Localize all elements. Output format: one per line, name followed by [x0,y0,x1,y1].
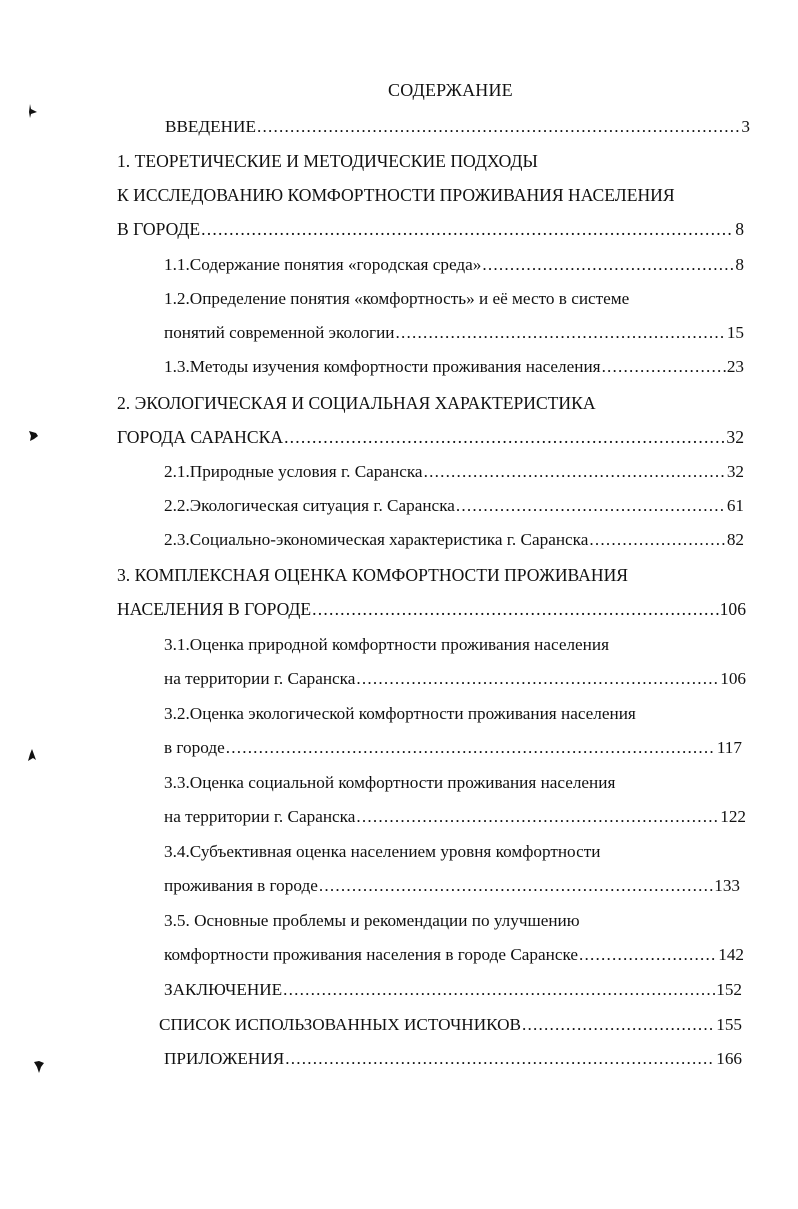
leader-dots [579,944,717,966]
toc-section-1-3 [164,356,744,378]
toc-entry-text: В ГОРОДЕ [117,219,201,239]
scan-artifact-icon [33,1059,45,1075]
scan-artifact-icon [27,103,39,119]
toc-entry-text: проживания в городе [164,876,318,895]
toc-entry-text: ГОРОДА САРАНСКА [117,427,284,447]
toc-entry-text: ПРИЛОЖЕНИЯ [164,1049,285,1068]
toc-page-number: 106 [720,669,746,688]
toc-entry-text: 2.1.Природные условия г. Саранска [164,462,423,481]
toc-page-number: 3 [741,117,750,136]
toc-page-number: 23 [726,357,744,376]
toc-page-number: 32 [726,427,744,447]
toc-page-number: 155 [716,1015,742,1034]
toc-page-number: 152 [716,980,742,999]
toc-entry-appendix [164,1048,742,1070]
toc-entry-text: в городе [164,738,225,757]
leader-dots [522,1014,715,1036]
toc-section-1-2-line-1: 1.2.Определение понятия «комфортность» и её место в системе [164,289,630,308]
leader-dots [456,495,726,517]
leader-dots [284,426,725,448]
toc-entry-text: на территории г. Саранска [164,807,356,826]
leader-dots [257,116,740,138]
leader-dots [356,806,719,828]
toc-chapter-3-line-2 [117,598,746,620]
toc-page-number: 166 [716,1049,742,1068]
toc-entry-text: комфортности проживания населения в городе Саранске [164,945,579,964]
toc-section-3-1-line-1: 3.1.Оценка природной комфортности проживания населения [164,635,609,654]
leader-dots [283,979,715,1001]
leader-dots [356,668,719,690]
toc-entry-text: НАСЕЛЕНИЯ В ГОРОДЕ [117,599,312,619]
scan-artifact-icon [26,747,38,763]
toc-chapter-1-line-2: К ИССЛЕДОВАНИЮ КОМФОРТНОСТИ ПРОЖИВАНИЯ НАСЕЛЕНИЯ [117,185,675,205]
toc-section-2-2 [164,495,744,517]
toc-page-number: 8 [735,255,744,274]
toc-entry-text: на территории г. Саранска [164,669,356,688]
toc-page-number: 15 [726,323,744,342]
scan-artifact-icon [27,428,39,444]
toc-section-3-2-line-1: 3.2.Оценка экологической комфортности проживания населения [164,704,636,723]
leader-dots [226,737,716,759]
toc-chapter-2-line-1: 2. ЭКОЛОГИЧЕСКАЯ И СОЦИАЛЬНАЯ ХАРАКТЕРИСТИКА [117,393,596,413]
toc-chapter-1-line-1: 1. ТЕОРЕТИЧЕСКИЕ И МЕТОДИЧЕСКИЕ ПОДХОДЫ [117,151,538,171]
leader-dots [285,1048,715,1070]
leader-dots [312,598,718,620]
toc-entry-text: 1.1.Содержание понятия «городская среда» [164,255,482,274]
toc-section-3-5-line-2 [164,944,744,966]
leader-dots [424,461,726,483]
toc-section-2-3 [164,529,744,551]
toc-section-1-2-line-2 [164,322,744,344]
toc-page-number: 61 [726,496,744,515]
toc-chapter-3-line-1: 3. КОМПЛЕКСНАЯ ОЦЕНКА КОМФОРТНОСТИ ПРОЖИВАНИЯ [117,565,629,585]
toc-entry-text: ЗАКЛЮЧЕНИЕ [164,980,283,999]
toc-page-number: 82 [726,530,744,549]
leader-dots [482,254,734,276]
toc-entry-text: 2.2.Экологическая ситуация г. Саранска [164,496,455,515]
leader-dots [589,529,725,551]
toc-entry-text: ВВЕДЕНИЕ [165,117,256,136]
leader-dots [319,875,713,897]
toc-section-1-1 [164,254,744,276]
toc-chapter-2-line-2 [117,426,744,448]
leader-dots [201,218,734,240]
toc-entry-text: СПИСОК ИСПОЛЬЗОВАННЫХ ИСТОЧНИКОВ [159,1015,522,1034]
toc-entry-text: 1.3.Методы изучения комфортности проживания населения [164,357,601,376]
toc-section-3-1-line-2 [164,668,746,690]
toc-entry-sources [159,1014,742,1036]
page-title: СОДЕРЖАНИЕ [388,80,513,100]
toc-entry-text: 2.3.Социально-экономическая характеристика г. Саранска [164,530,589,549]
toc-section-2-1 [164,461,744,483]
toc-section-3-3-line-2 [164,806,746,828]
toc-page-number: 142 [718,945,744,964]
toc-entry-intro [165,116,750,138]
toc-page-number: 106 [719,599,746,619]
toc-page-number: 32 [726,462,744,481]
toc-entry-text: понятий современной экологии [164,323,395,342]
toc-page-number: 117 [716,738,742,757]
toc-section-3-2-line-2 [164,737,742,759]
toc-chapter-1-line-3 [117,218,744,240]
toc-section-3-4-line-2 [164,875,740,897]
leader-dots [396,322,726,344]
toc-section-3-4-line-1: 3.4.Субъективная оценка населением уровня комфортности [164,842,601,861]
toc-entry-conclusion [164,979,742,1001]
toc-section-3-3-line-1: 3.3.Оценка социальной комфортности проживания населения [164,773,616,792]
toc-page-number: 122 [720,807,746,826]
toc-section-3-5-line-1: 3.5. Основные проблемы и рекомендации по улучшению [164,911,580,930]
toc-page-number: 8 [735,219,744,239]
toc-page-number: 133 [714,876,740,895]
leader-dots [602,356,726,378]
